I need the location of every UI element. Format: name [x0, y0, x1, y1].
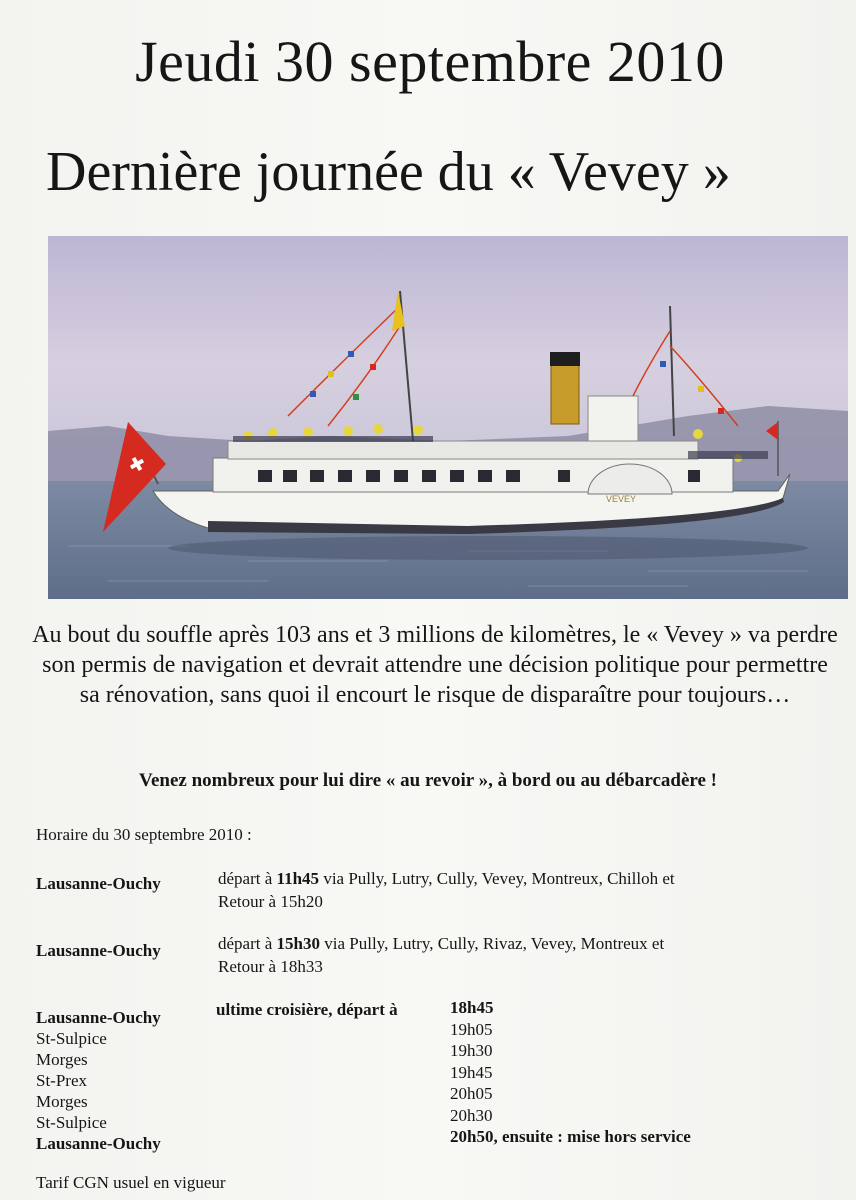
- time-4: 19h45: [450, 1062, 493, 1082]
- stop-4: St-Prex: [36, 1071, 87, 1090]
- tarif-note: Tarif CGN usuel en vigueur: [36, 1173, 226, 1192]
- funnel-top: [550, 352, 580, 366]
- last-cruise-times: [450, 997, 691, 1148]
- route-2: [36, 932, 836, 982]
- date-title: Jeudi 30 septembre 2010: [135, 29, 725, 94]
- ship-name-plate: VEVEY: [606, 494, 637, 504]
- last-cruise-label: ultime croisière, départ à: [216, 1000, 398, 1019]
- call-to-action: Venez nombreux pour lui dire « au revoir », à bord ou au débarcadère !: [139, 770, 717, 791]
- ship-illustration: [48, 236, 848, 599]
- time-2: 19h05: [450, 1019, 493, 1039]
- stop-3: Morges: [36, 1050, 88, 1069]
- route-1-prefix: départ à: [218, 869, 277, 888]
- wheelhouse: [588, 396, 638, 441]
- route-1-departure-place: Lausanne-Ouchy: [36, 874, 161, 893]
- main-title: Dernière journée du « Vevey »: [46, 141, 731, 203]
- route-2-time: 15h30: [276, 934, 320, 953]
- route-1-time: 11h45: [276, 869, 320, 888]
- route-1-via: via Pully, Lutry, Cully, Vevey, Montreux, Chilloh et: [319, 869, 675, 888]
- route-2-retour: Retour à 18h33: [218, 957, 323, 976]
- route-1: [36, 867, 836, 917]
- route-2-departure-place: Lausanne-Ouchy: [36, 941, 161, 960]
- time-7: 20h50, ensuite : mise hors service: [450, 1127, 691, 1146]
- intro-paragraph: Au bout du souffle après 103 ans et 3 millions de kilomètres, le « Vevey » va perdre son permis de navigation et devrait attendre une décision politique pour permettre sa rénovation, sans quoi il encourt le risque de disparaître pour toujours…: [32, 622, 838, 708]
- time-5: 20h05: [450, 1084, 493, 1103]
- route-1-description: [218, 867, 818, 913]
- stop-5: Morges: [36, 1092, 88, 1111]
- stop-2: St-Sulpice: [36, 1029, 107, 1048]
- stop-7: Lausanne-Ouchy: [36, 1134, 161, 1153]
- last-cruise-stops: [36, 1007, 161, 1154]
- time-1: 18h45: [450, 998, 494, 1017]
- route-2-prefix: départ à: [218, 934, 277, 953]
- time-3: 19h30: [450, 1041, 493, 1060]
- ship-photo: [48, 236, 848, 599]
- ship-reflection: [168, 536, 808, 560]
- route-2-description: [218, 932, 818, 978]
- time-6: 20h30: [450, 1105, 493, 1125]
- schedule-title: Horaire du 30 septembre 2010 :: [36, 825, 252, 844]
- stop-1: Lausanne-Ouchy: [36, 1008, 161, 1027]
- stop-6: St-Sulpice: [36, 1113, 107, 1132]
- route-1-retour: Retour à 15h20: [218, 892, 323, 911]
- route-2-via: via Pully, Lutry, Cully, Rivaz, Vevey, Montreux et: [320, 934, 665, 953]
- upper-deck: [228, 441, 698, 459]
